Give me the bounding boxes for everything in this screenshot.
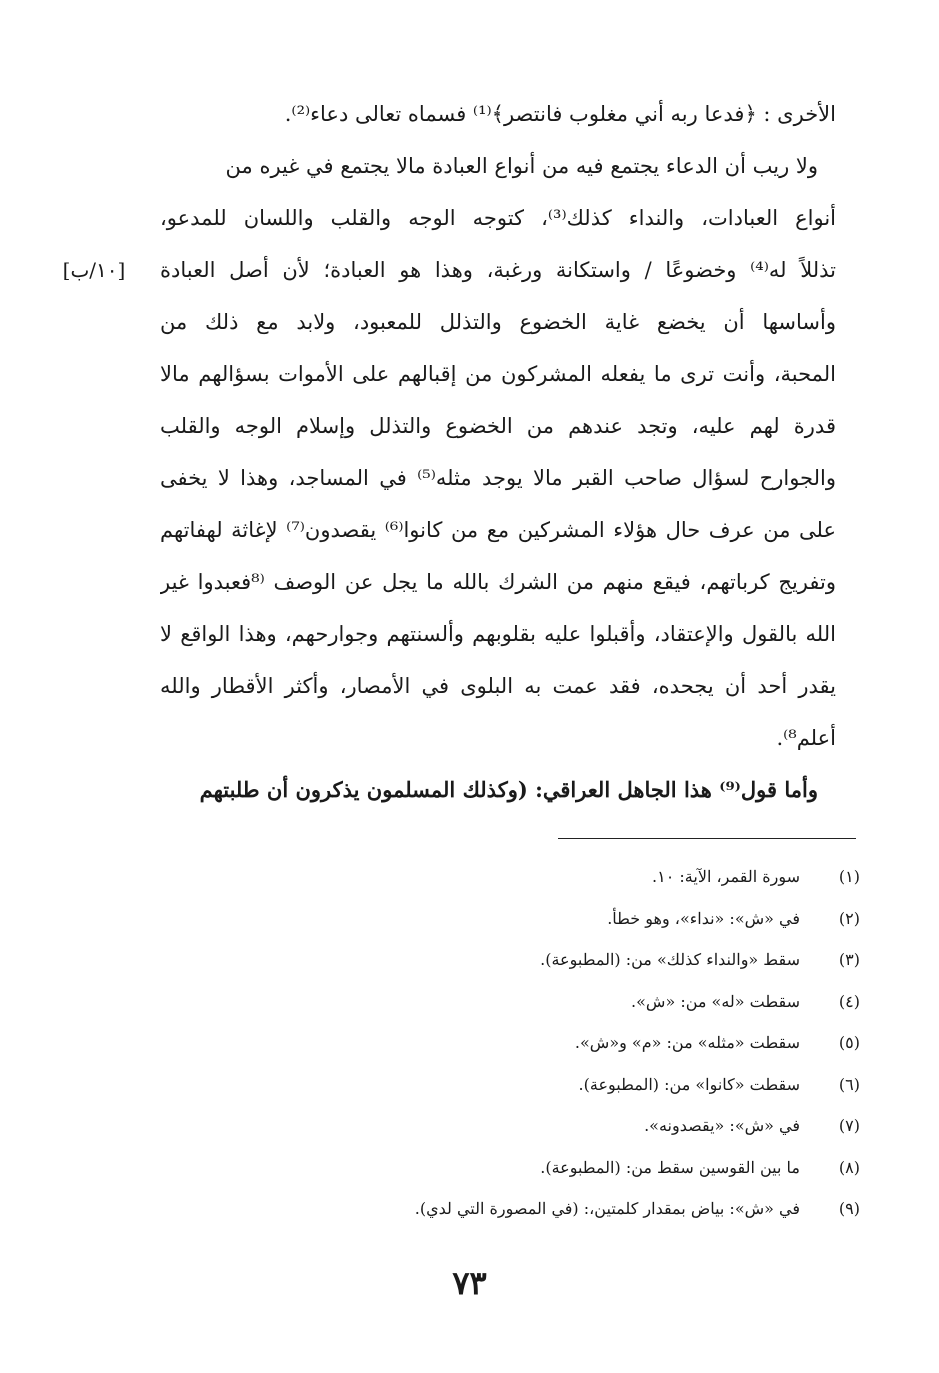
text-line-10: وتفريج كرباتهم، فيقع منهم من الشرك بالله ما يجل عن الوصف ⁽⁸فعبدوا غير <box>160 570 836 594</box>
footnote-number: (٦) <box>838 1074 860 1094</box>
footnote-number: (٨) <box>838 1157 860 1177</box>
footnote-text: ما بين القوسين سقط من: (المطبوعة). <box>540 1157 800 1177</box>
footnotes <box>300 856 860 1230</box>
text-line-1: الأخرى : ﴿فدعا ربه أني مغلوب فانتصر﴾⁽¹⁾ فسماه تعالى دعاء⁽²⁾. <box>284 102 836 126</box>
footnote <box>300 1022 860 1064</box>
footnote-number: (١) <box>838 867 860 886</box>
footnote-text: سقطت «له» من: «ش». <box>631 991 800 1011</box>
footnote <box>300 1188 860 1230</box>
footnote-text: سقطت «مثله» من: «م» و«ش». <box>574 1033 800 1052</box>
text-line-11: الله بالقول والإعتقاد، وأقبلوا عليه بقلوبهم وألسنتهم وجوارحهم، وهذا الواقع لا <box>160 622 836 646</box>
footnote-number: (٩) <box>838 1199 860 1218</box>
footnote <box>300 898 860 940</box>
footnote-text: في «ش»: «نداء»، وهو خطأ. <box>607 908 800 928</box>
text-line-4: تذللاً له⁽⁴⁾ وخضوعًا / واستكانة ورغبة، وهذا هو العبادة؛ لأن أصل العبادة <box>160 258 836 282</box>
page-number: ٧٣ <box>452 1264 487 1302</box>
text-line-8: والجوارح لسؤال صاحب القبر مالا يوجد مثله⁽⁵⁾ في المساجد، وهذا لا يخفى <box>160 466 836 490</box>
text-line-5: وأساسها أن يخضع غاية الخضوع والتذلل للمعبود، ولابد مع ذلك من <box>160 310 836 334</box>
footnote-number: (٣) <box>838 950 860 969</box>
footnote-text: سقطت «كانوا» من: (المطبوعة). <box>578 1074 800 1094</box>
footnote <box>300 1147 860 1189</box>
text-line-7: قدرة لهم عليه، وتجد عندهم من الخضوع والتذلل وإسلام الوجه والقلب <box>160 414 836 438</box>
main-text <box>160 88 836 816</box>
text-line-12: يقدر أحد أن يجحده، فقد عمت به البلوى في الأمصار، وأكثر الأقطار والله <box>160 674 836 698</box>
footnote-number: (٥) <box>838 1033 860 1052</box>
footnote <box>300 856 860 898</box>
text-line-6: المحبة، وأنت ترى ما يفعله المشركون من إقبالهم على الأموات بسؤالهم مالا <box>160 362 836 386</box>
footnote-number: (٧) <box>838 1116 860 1135</box>
text-line-14: وأما قول⁽⁹⁾ هذا الجاهل العراقي: (وكذلك المسلمون يذكرون أن طلبتهم <box>199 777 818 802</box>
footnote-text: في «ش»: «يقصدونه». <box>644 1116 800 1135</box>
footnote <box>300 981 860 1023</box>
footnote-number: (٤) <box>838 991 860 1011</box>
footnote-number: (٢) <box>838 908 860 928</box>
footnote-text: في «ش»: بياض بمقدار كلمتين،: (في المصورة التي لدي). <box>414 1199 800 1218</box>
text-line-9: على من عرف حال هؤلاء المشركين مع من كانوا⁽⁶⁾ يقصدون⁽⁷⁾ لإغاثة لهفاتهم <box>160 518 836 542</box>
text-line-3: أنواع العبادات، والنداء كذلك⁽³⁾، كتوجه الوجه والقلب واللسان للمدعو، <box>160 206 836 230</box>
footnote-separator <box>558 838 856 839</box>
footnote-text: سورة القمر، الآية: ١٠. <box>652 867 800 886</box>
text-line-2: ولا ريب أن الدعاء يجتمع فيه من أنواع العبادة مالا يجتمع في غيره من <box>225 154 818 178</box>
footnote <box>300 1105 860 1147</box>
text-line-13: أعلم⁸⁾. <box>776 726 836 750</box>
footnote <box>300 939 860 981</box>
manuscript-folio-marker: [١٠/ب] <box>62 258 126 282</box>
footnote-text: سقط «والنداء كذلك» من: (المطبوعة). <box>540 950 800 969</box>
footnote <box>300 1064 860 1106</box>
